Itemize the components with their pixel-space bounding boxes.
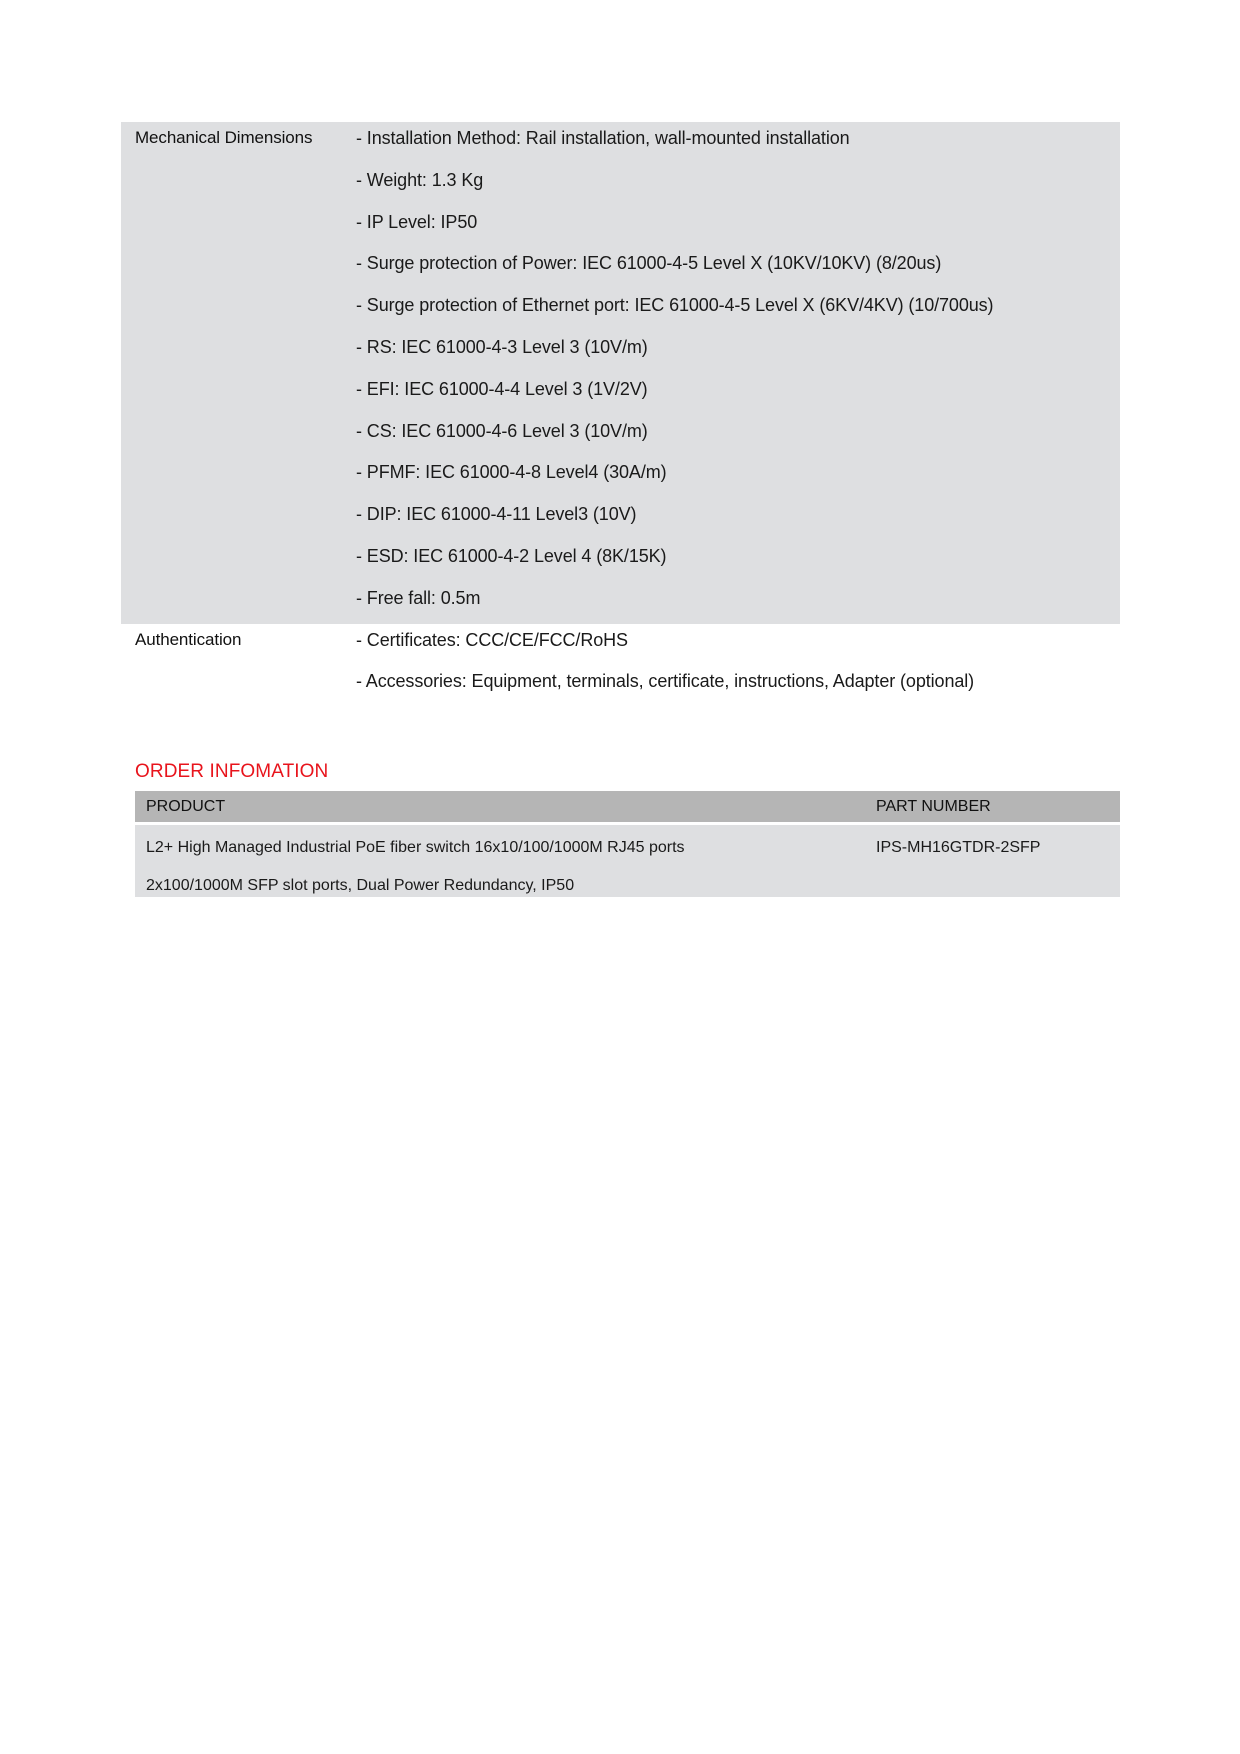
column-header-part-number: PART NUMBER xyxy=(876,798,991,815)
spec-section-authentication xyxy=(121,624,1120,708)
spec-item: - Accessories: Equipment, terminals, certificate, instructions, Adapter (optional) xyxy=(356,671,975,692)
spec-label: Mechanical Dimensions xyxy=(135,128,313,147)
spec-item: - RS: IEC 61000-4-3 Level 3 (10V/m) xyxy=(356,336,648,357)
order-heading: ORDER INFOMATION xyxy=(135,761,329,782)
spec-item: - Installation Method: Rail installation, wall-mounted installation xyxy=(356,128,850,148)
product-cell xyxy=(146,829,846,905)
spec-label: Authentication xyxy=(135,629,242,649)
spec-item: - CS: IEC 61000-4-6 Level 3 (10V/m) xyxy=(356,420,648,441)
spec-table xyxy=(121,122,1120,707)
spec-item: - Surge protection of Ethernet port: IEC 61000-4-5 Level X (6KV/4KV) (10/700us) xyxy=(356,295,994,316)
spec-item: - Weight: 1.3 Kg xyxy=(356,169,484,190)
spec-item: - Surge protection of Power: IEC 61000-4-5 Level X (10KV/10KV) (8/20us) xyxy=(356,253,942,274)
spec-item: - ESD: IEC 61000-4-2 Level 4 (8K/15K) xyxy=(356,545,667,566)
product-description-line: L2+ High Managed Industrial PoE fiber switch 16x10/100/1000M RJ45 ports xyxy=(146,839,685,856)
spec-item: - Free fall: 0.5m xyxy=(356,587,481,608)
spec-items xyxy=(356,624,1120,708)
spec-item: - PFMF: IEC 61000-4-8 Level4 (30A/m) xyxy=(356,462,667,483)
order-table xyxy=(135,791,1120,897)
column-header-product: PRODUCT xyxy=(146,798,226,815)
order-table-header xyxy=(135,791,1120,822)
spec-items xyxy=(356,122,1120,624)
product-description-line: 2x100/1000M SFP slot ports, Dual Power Redundancy, IP50 xyxy=(146,877,575,894)
spec-section-mechanical xyxy=(121,122,1120,624)
spec-item: - Certificates: CCC/CE/FCC/RoHS xyxy=(356,629,628,650)
spec-item: - IP Level: IP50 xyxy=(356,211,478,232)
spec-item: - DIP: IEC 61000-4-11 Level3 (10V) xyxy=(356,504,637,525)
part-number-cell: IPS-MH16GTDR-2SFP xyxy=(876,839,1041,856)
spec-item: - EFI: IEC 61000-4-4 Level 3 (1V/2V) xyxy=(356,378,648,399)
table-row xyxy=(135,825,1120,897)
